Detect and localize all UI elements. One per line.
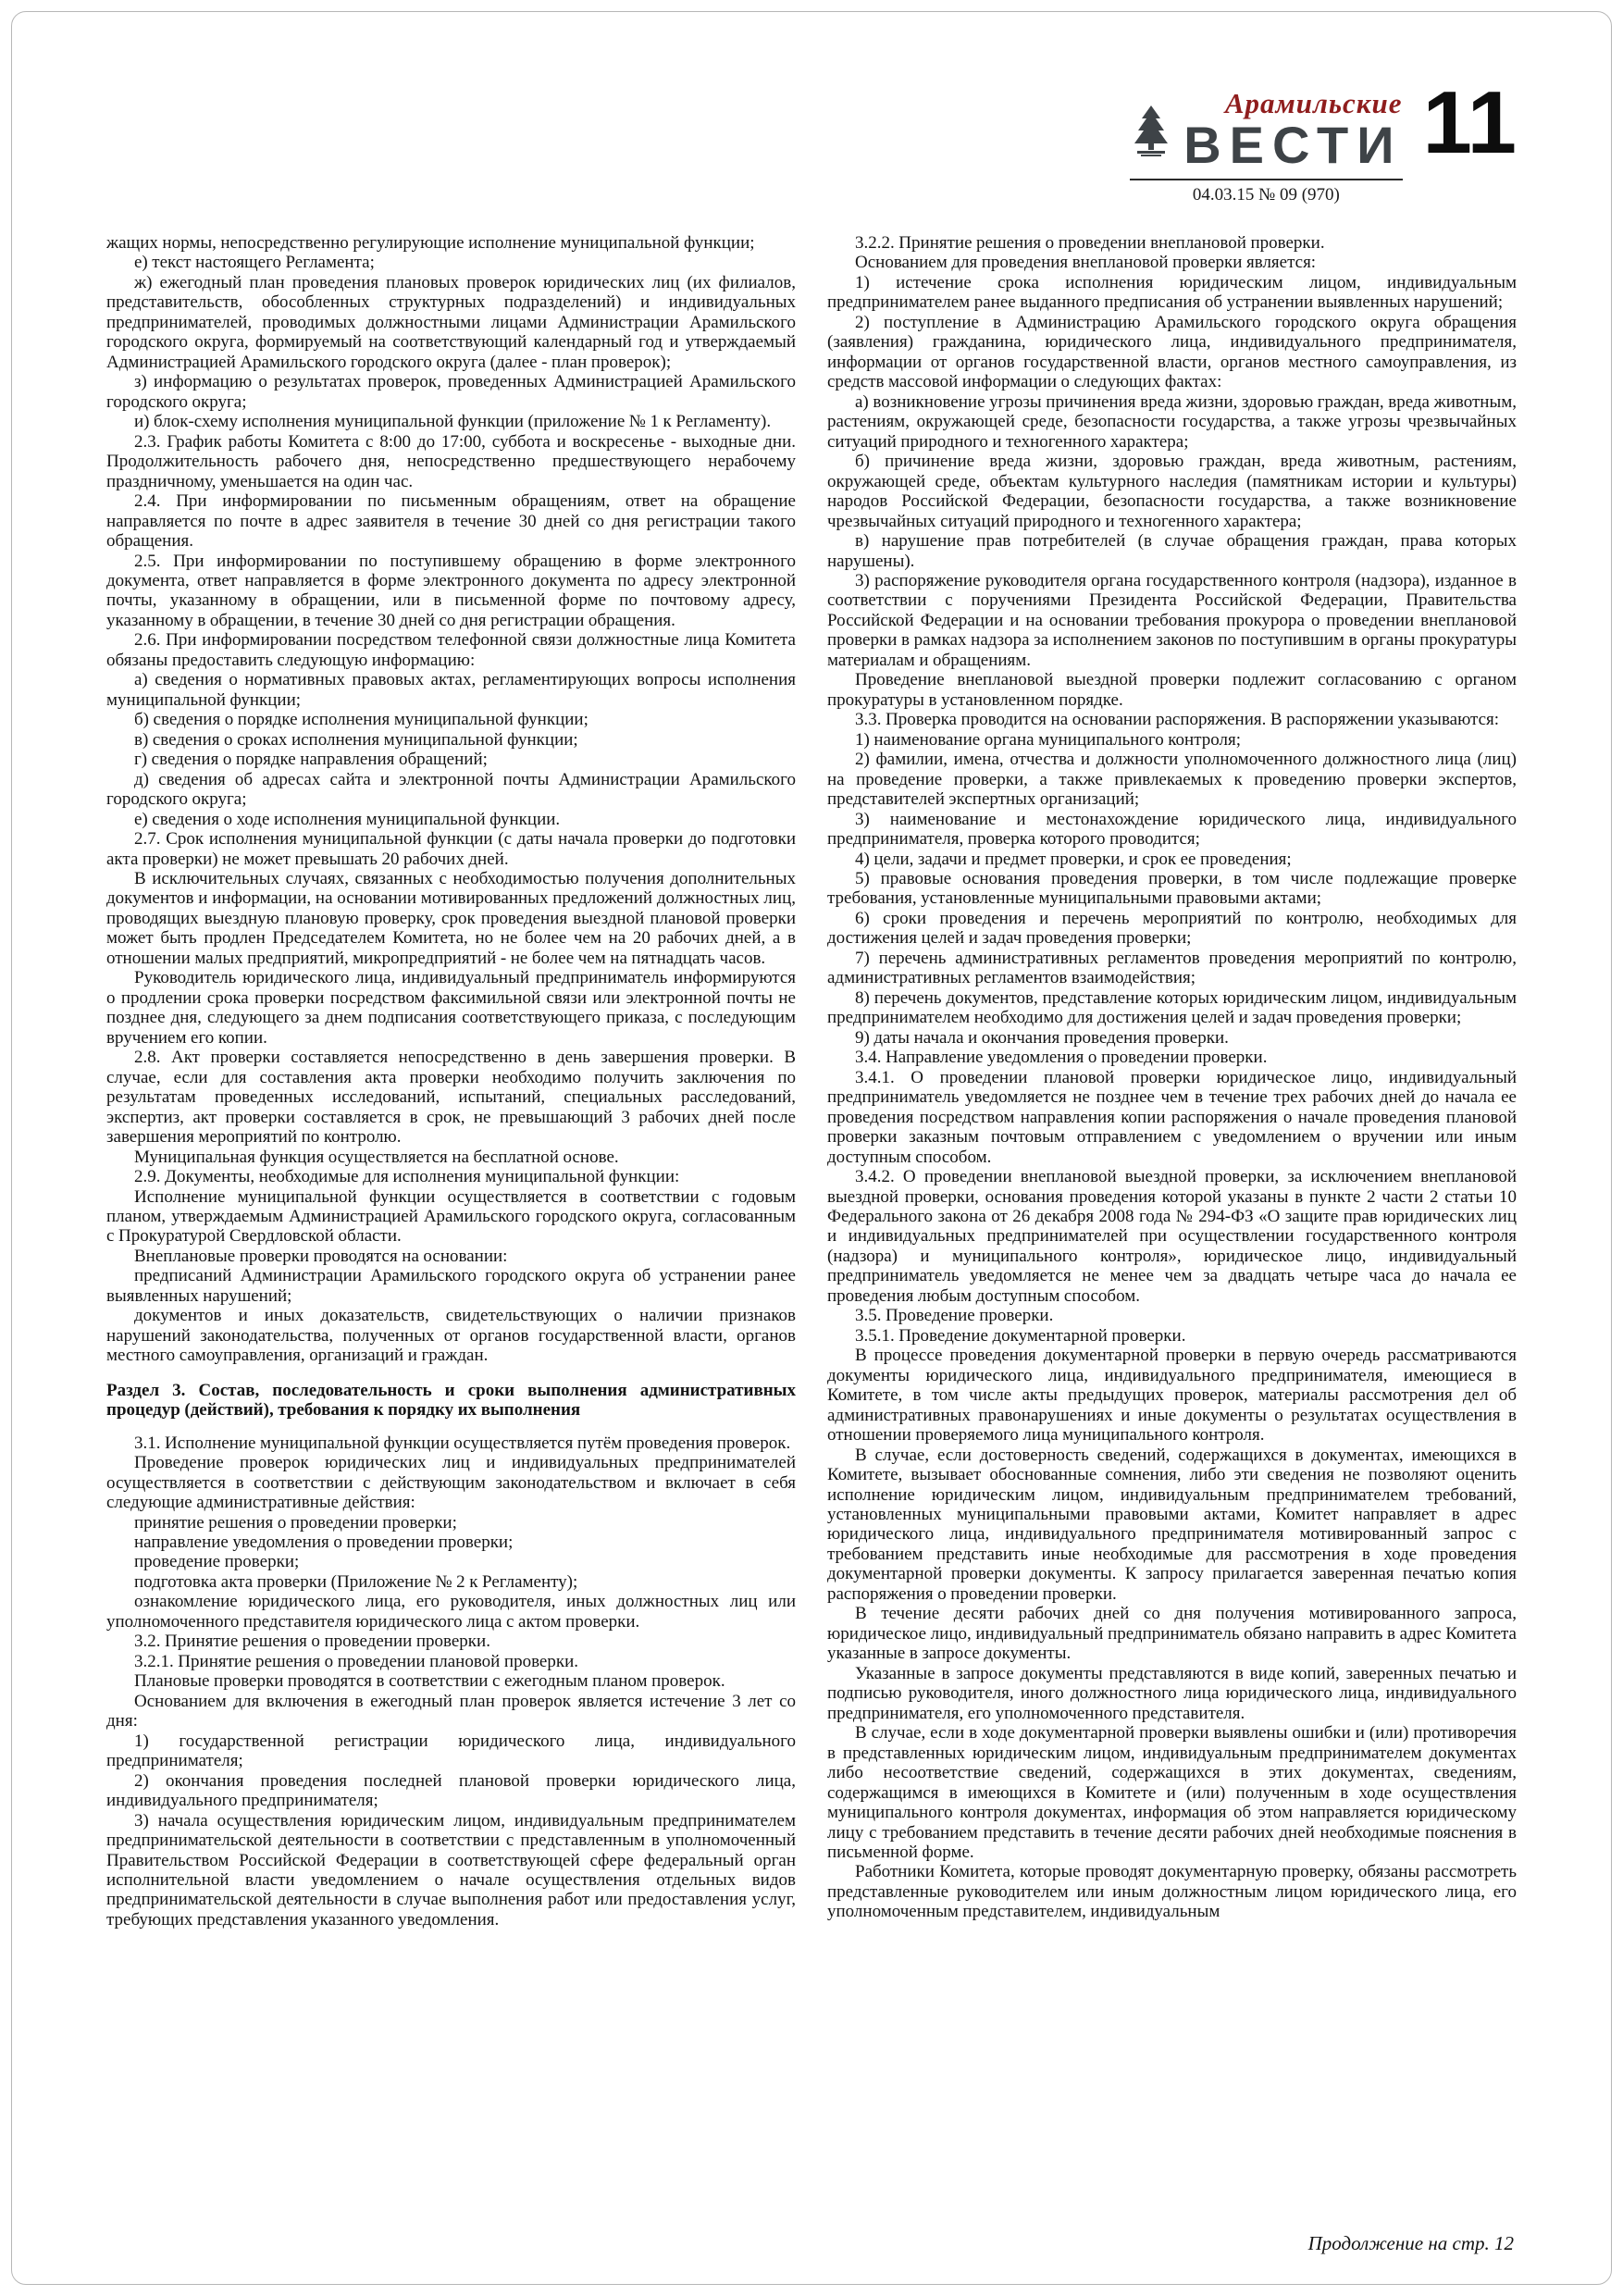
paragraph: 3.5. Проведение проверки.	[855, 1306, 1054, 1326]
paragraph: 5) правовые основания проведения проверки, в том числе подлежащие проверке требования, установленные муниципальными правовыми актами;	[827, 869, 1517, 909]
masthead-row	[1130, 87, 1403, 174]
paragraph: 3) распоряжение руководителя органа государственного контроля (надзора), изданное в соответствии с поручениями Президента Российской Федерации, Правительства Российской Федерации и на основании требования прокурора о проведении внеплановой проверки в рамках надзора за исполнением законов по поступившим в органы прокуратуры материалам и обращениям.	[827, 570, 1517, 670]
article-body	[106, 233, 1517, 1930]
paragraph: 2.9. Документы, необходимые для исполнения муниципальной функции:	[134, 1167, 680, 1187]
paragraph: В процессе проведения документарной проверки в первую очередь рассматриваются документы юридического лица, индивидуального предпринимателя, имеющиеся в Комитете, в том числе акты предыдущих проверок, материалы рассмотрения дел об административных правонарушениях и иные документы о результатах осуществления в отношении проверяемого лица муниципального контроля.	[827, 1346, 1517, 1446]
paragraph: ж) ежегодный план проведения плановых проверок юридических лиц (их филиалов, представительств, обособленных структурных подразделений) и индивидуальных предпринимателей, проводимых должностными лицами Администрации Арамильского городского округа, формируемый на соответствующий календарный год и утверждаемый Администрацией Арамильского городского округа (далее - план проверок);	[106, 272, 796, 372]
paragraph: Проведение внеплановой выездной проверки подлежит согласованию с органом прокуратуры в установленном порядке.	[827, 670, 1517, 710]
paragraph: 3.4. Направление уведомления о проведении проверки.	[855, 1048, 1268, 1068]
paragraph: г) сведения о порядке направления обращений;	[134, 750, 488, 770]
paragraph: документов и иных доказательств, свидетельствующих о наличии признаков нарушений законодательства, полученных от органов государственной власти, органов местного самоуправления, организаций и граждан.	[106, 1306, 796, 1366]
paragraph: подготовка акта проверки (Приложение № 2 к Регламенту);	[134, 1571, 578, 1592]
left-column	[106, 233, 796, 1930]
issue-info: 04.03.15 № 09 (970)	[1130, 179, 1402, 205]
paragraph: В случае, если достоверность сведений, содержащихся в документах, имеющихся в Комитете, вызывает обоснованные сомнения, либо эти сведения не позволяют оценить исполнение юридическим лицом, индивидуальным предпринимателем требований, установленных муниципальными правовыми актами, Комитет направляет в адрес юридического лица, индивидуального предпринимателя мотивированный запрос с требованием представить иные необходимые для рассмотрения в ходе проведения документарной проверки документы. К запросу прилагается заверенная печатью копия распоряжения о проведении проверки.	[827, 1445, 1517, 1604]
paragraph: з) информацию о результатах проверок, проведенных Администрацией Арамильского городского округа;	[106, 372, 796, 412]
paragraph: Муниципальная функция осуществляется на бесплатной основе.	[134, 1147, 619, 1167]
paragraph: В течение десяти рабочих дней со дня получения мотивированного запроса, юридическое лицо, индивидуальный предприниматель обязано направить в адрес Комитета указанные в запросе документы.	[827, 1604, 1517, 1664]
paragraph: 3) наименование и местонахождение юридического лица, индивидуального предпринимателя, проверка которого проводится;	[827, 809, 1517, 850]
newspaper-logo-icon	[1130, 105, 1172, 156]
paragraph: Проведение проверок юридических лиц и индивидуальных предпринимателей осуществляется в соответствии с действующим законодательством и включает в себя следующие административные действия:	[106, 1453, 796, 1513]
paragraph: Основанием для включения в ежегодный план проверок является истечение 3 лет со дня:	[106, 1691, 796, 1731]
paragraph: 3.1. Исполнение муниципальной функции осуществляется путём проведения проверок.	[134, 1433, 791, 1453]
paragraph: 3.2.2. Принятие решения о проведении внеплановой проверки.	[855, 233, 1325, 253]
paragraph: в) сведения о сроках исполнения муниципальной функции;	[134, 729, 578, 750]
page-number: 11	[1422, 73, 1517, 172]
continuation-note: Продолжение на стр. 12	[1307, 2232, 1514, 2254]
paragraph: 3.2. Принятие решения о проведении проверки.	[134, 1632, 490, 1652]
paragraph: 3) начала осуществления юридическим лицом, индивидуальным предпринимателем предпринимательской деятельности в соответствии с представленным в уполномоченный Правительством Российской Федерации в соответствующей сфере федеральный орган исполнительной власти уведомлением о начале осуществления отдельных видов предпринимательской деятельности в случае выполнения работ или предоставления услуг, требующих представления указанного уведомления.	[106, 1810, 796, 1930]
brand-name-top: Арамильские	[1224, 87, 1403, 119]
paragraph: а) возникновение угрозы причинения вреда жизни, здоровью граждан, вреда животным, растениям, окружающей среде, безопасности государства, а также угрозы чрезвычайных ситуаций природного и техногенного характера;	[827, 391, 1517, 452]
paragraph: 1) истечение срока исполнения юридическим лицом, индивидуальным предпринимателем ранее выданного предписания об устранении выявленных нарушений;	[827, 272, 1517, 313]
paragraph: 2.4. При информировании по письменным обращениям, ответ на обращение направляется по почте в адрес заявителя в течение 30 дней со дня регистрации такого обращения.	[106, 491, 796, 552]
paragraph: Плановые проверки проводятся в соответствии с ежегодным планом проверок.	[134, 1671, 725, 1692]
paragraph: 8) перечень документов, представление которых юридическим лицом, индивидуальным предпринимателем необходимо для достижения целей и задач проведения проверки;	[827, 987, 1517, 1028]
paragraph: и) блок-схему исполнения муниципальной функции (приложение № 1 к Регламенту).	[134, 412, 772, 432]
paragraph: Внеплановые проверки проводятся на основании:	[134, 1246, 508, 1266]
masthead	[1130, 73, 1517, 209]
paragraph: Указанные в запросе документы представляются в виде копий, заверенных печатью и подписью руководителя, иного должностного лица юридического лица, индивидуального предпринимателя, его уполномоченного представителя.	[827, 1663, 1517, 1723]
paragraph: 6) сроки проведения и перечень мероприятий по контролю, необходимых для достижения целей и задач проведения проверки;	[827, 908, 1517, 949]
brand	[1183, 87, 1403, 174]
masthead-main	[1130, 89, 1402, 205]
paragraph: 2.7. Срок исполнения муниципальной функции (с даты начала проверки до подготовки акта проверки) не может превышать 20 рабочих дней.	[106, 829, 796, 869]
paragraph: 3.3. Проверка проводится на основании распоряжения. В распоряжении указываются:	[855, 710, 1500, 730]
paragraph: проведение проверки;	[134, 1552, 300, 1572]
paragraph: е) сведения о ходе исполнения муниципальной функции.	[134, 809, 561, 829]
paragraph: б) сведения о порядке исполнения муниципальной функции;	[134, 710, 588, 730]
paragraph: Работники Комитета, которые проводят документарную проверку, обязаны рассмотреть представленные руководителем или иным должностным лицом юридического лица, его уполномоченным представителем, индивидуальным	[827, 1862, 1517, 1922]
paragraph: б) причинение вреда жизни, здоровью граждан, вреда животным, растениям, окружающей среде, объектам культурного наследия (памятникам истории и культуры) народов Российской Федерации, безопасности государства, а также возникновение чрезвычайных ситуаций природного и техногенного характера;	[827, 452, 1517, 531]
paragraph: 2.3. График работы Комитета с 8:00 до 17:00, суббота и воскресенье - выходные дни. Продолжительность рабочего дня, непосредственно предшествующего нерабочему праздничному, уменьшается на один час.	[106, 431, 796, 491]
paragraph: Основанием для проведения внеплановой проверки является:	[855, 253, 1317, 273]
paragraph: ознакомление юридического лица, его руководителя, иных должностных лиц или уполномоченного представителя юридического лица с актом проверки.	[106, 1592, 796, 1632]
paragraph: предписаний Администрации Арамильского городского округа об устранении ранее выявленных нарушений;	[106, 1266, 796, 1306]
paragraph: направление уведомления о проведении проверки;	[134, 1533, 514, 1552]
paragraph: Руководитель юридического лица, индивидуальный предприниматель информируются о продлении срока проверки посредством факсимильной связи или электронной почты не позднее дня, следующего за днем подписания соответствующего приказа, с последующим вручением его копии.	[106, 968, 796, 1048]
paragraph: 2.6. При информировании посредством телефонной связи должностные лица Комитета обязаны предоставить следующую информацию:	[106, 630, 796, 670]
paragraph: Исполнение муниципальной функции осуществляется в соответствии с годовым планом, утверждаемым Администрацией Арамильского городского округа, согласованным с Прокуратурой Свердловской области.	[106, 1186, 796, 1247]
paragraph: 3.5.1. Проведение документарной проверки.	[855, 1325, 1186, 1346]
section-heading: Раздел 3. Состав, последовательность и сроки выполнения административных процедур (действий), требования к порядку их выполнения	[106, 1380, 796, 1421]
paragraph: 2) поступление в Администрацию Арамильского городского округа обращения (заявления) гражданина, юридического лица, индивидуального предпринимателя, информации от органов государственной власти, органов местного самоуправления, из средств массовой информации о следующих фактах:	[827, 312, 1517, 392]
paragraph: 2.5. При информировании по поступившему обращению в форме электронного документа, ответ направляется в форме электронного документа по адресу электронной почты, указанному в обращении, или в письменной форме по почтовому адресу, указанному в обращении, в течение 30 дней со дня регистрации обращения.	[106, 551, 796, 630]
paragraph: д) сведения об адресах сайта и электронной почты Администрации Арамильского городского округа;	[106, 769, 796, 810]
paragraph: принятие решения о проведении проверки;	[134, 1512, 457, 1533]
paragraph: 2.8. Акт проверки составляется непосредственно в день завершения проверки. В случае, если для составления акта проверки необходимо получить заключения по результатам проведенных исследований, испытаний, специальных расследований, экспертиз, акт проверки составляется в срок, не превышающий 3 рабочих дней после завершения мероприятий по контролю.	[106, 1048, 796, 1148]
paragraph: а) сведения о нормативных правовых актах, регламентирующих вопросы исполнения муниципальной функции;	[106, 670, 796, 710]
paragraph: 2) фамилии, имена, отчества и должности уполномоченного должностного лица (лиц) на проведение проверки, а также привлекаемых к проведению проверки экспертов, представителей экспертных организаций;	[827, 750, 1517, 810]
paragraph: 4) цели, задачи и предмет проверки, и срок ее проведения;	[855, 849, 1292, 869]
paragraph: В случае, если в ходе документарной проверки выявлены ошибки и (или) противоречия в представленных юридическим лицом, индивидуальным предпринимателем документах либо несоответствие сведений, содержащихся в этих документах, сведениям, содержащимся в имеющихся в Комитете и (или) полученным в ходе осуществления муниципального контроля документах, информация об этом направляется юридическому лицу с требованием представить в течение десяти рабочих дней необходимые пояснения в письменной форме.	[827, 1723, 1517, 1862]
paragraph: В исключительных случаях, связанных с необходимостью получения дополнительных документов и информации, на основании мотивированных предложений должностных лиц, проводящих выездную плановую проверку, срок проведения выездной плановой проверки может быть продлен Председателем Комитета, но не более чем на 20 рабочих дней, а в отношении малых предприятий, микропредприятий - не более чем на пятнадцать часов.	[106, 869, 796, 968]
paragraph: 7) перечень административных регламентов проведения мероприятий по контролю, административных регламентов взаимодействия;	[827, 948, 1517, 988]
paragraph: е) текст настоящего Регламента;	[134, 253, 375, 273]
paragraph: жащих нормы, непосредственно регулирующие исполнение муниципальной функции;	[106, 233, 755, 253]
paragraph: 1) наименование органа муниципального контроля;	[855, 729, 1241, 750]
right-column	[827, 233, 1517, 1922]
paragraph: 3.4.2. О проведении внеплановой выездной проверки, за исключением внеплановой выездной проверки, основания проведения которой указаны в пункте 2 части 2 статьи 10 Федерального закона от 26 декабря 2008 года № 294-ФЗ «О защите прав юридических лиц и индивидуальных предпринимателей при осуществлении государственного контроля (надзора) и муниципального контроля», юридическое лицо, индивидуальный предприниматель уведомляется не менее чем за двадцать четыре часа до начала ее проведения любым доступным способом.	[827, 1167, 1517, 1306]
paragraph: 3.2.1. Принятие решения о проведении плановой проверки.	[134, 1651, 579, 1671]
paragraph: 9) даты начала и окончания проведения проверки.	[855, 1027, 1229, 1048]
paragraph: 2) окончания проведения последней плановой проверки юридического лица, индивидуального предпринимателя;	[106, 1770, 796, 1811]
page-header	[106, 73, 1517, 209]
paragraph: 1) государственной регистрации юридического лица, индивидуального предпринимателя;	[106, 1731, 796, 1771]
paragraph: в) нарушение прав потребителей (в случае обращения граждан, права которых нарушены).	[827, 531, 1517, 571]
brand-name-bottom: ВЕСТИ	[1183, 116, 1403, 174]
paragraph: 3.4.1. О проведении плановой проверки юридическое лицо, индивидуальный предприниматель уведомляется не позднее чем в течение трех рабочих дней до начала ее проведения посредством направления копии распоряжения о начале проведения плановой проверки заказным почтовым отправлением с уведомлением о вручении или иным доступным способом.	[827, 1067, 1517, 1167]
